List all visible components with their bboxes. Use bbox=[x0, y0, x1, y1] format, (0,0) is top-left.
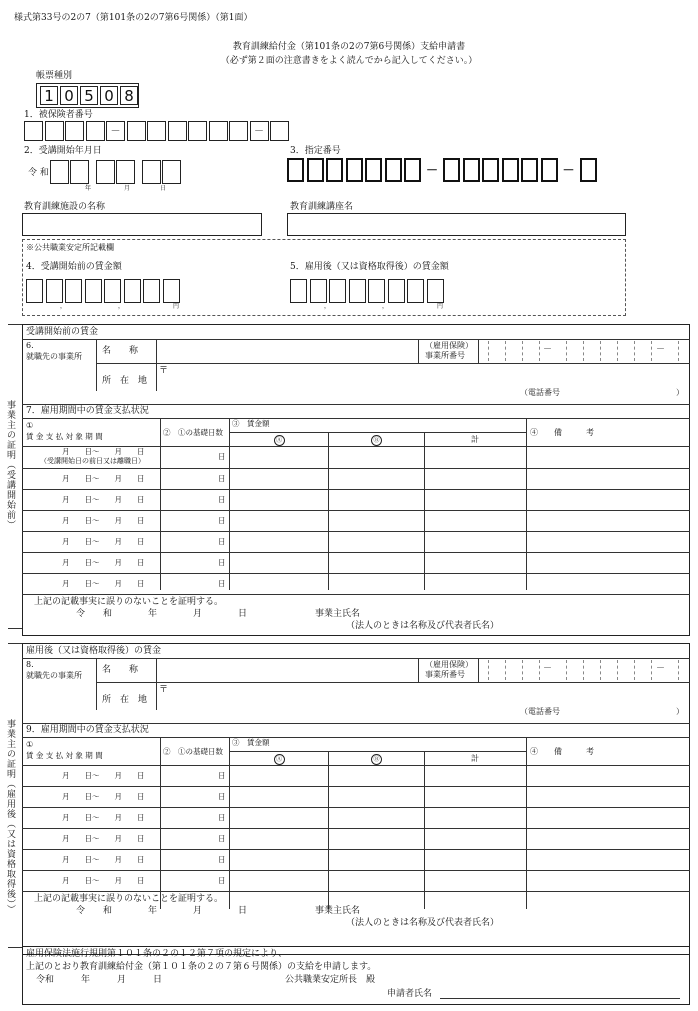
rule bbox=[424, 432, 425, 590]
col1-header: 賃 金 支 払 対 象 期 間 bbox=[26, 751, 103, 760]
period-row[interactable]: 月 日～ 月 日 bbox=[62, 771, 145, 780]
rule bbox=[478, 339, 479, 363]
day-unit: 日 bbox=[218, 452, 226, 461]
day-unit: 日 bbox=[218, 834, 226, 843]
digit-box[interactable] bbox=[229, 121, 248, 141]
day-unit: 日 bbox=[218, 792, 226, 801]
period-row[interactable]: 月 日～ 月 日 bbox=[62, 516, 145, 525]
emp-ins-label: （雇用保険） bbox=[425, 341, 473, 350]
form-type-digit: 8 bbox=[120, 86, 138, 105]
wage-digit-box[interactable] bbox=[143, 279, 160, 303]
thousands-comma: ， bbox=[118, 303, 125, 310]
designated-digit-box[interactable] bbox=[502, 158, 519, 182]
office-number-digit-divider bbox=[600, 341, 601, 361]
separator-dash: － bbox=[250, 121, 269, 141]
certify-text: 上記の記載事実に誤りのないことを証明する。 bbox=[34, 597, 224, 607]
designated-digit-box[interactable] bbox=[541, 158, 558, 182]
form-title: 教育訓練給付金（第101条の2の7第6号関係）支給申請書 bbox=[232, 42, 466, 52]
period-row[interactable]: 月 日～ 月 日 bbox=[62, 855, 145, 864]
rule bbox=[478, 658, 479, 682]
form-type-digit: 0 bbox=[100, 86, 118, 105]
wage-digit-box[interactable] bbox=[85, 279, 102, 303]
workplace-name-input[interactable] bbox=[158, 660, 413, 680]
rule bbox=[526, 737, 527, 909]
certify-date: 令 和 年 月 日 bbox=[76, 906, 248, 916]
separator-dash: － bbox=[425, 163, 438, 177]
separator-dash: － bbox=[656, 664, 666, 674]
name-label: 名 称 bbox=[102, 346, 139, 356]
office-no-label: 事業所番号 bbox=[425, 670, 465, 679]
name-label: 名 称 bbox=[102, 665, 139, 675]
wage-digit-box[interactable] bbox=[388, 279, 405, 303]
office-number-digit-divider bbox=[583, 341, 584, 361]
designated-digit-box[interactable] bbox=[307, 158, 324, 182]
period-title: 9．雇用期間中の賃金支払状況 bbox=[26, 725, 149, 735]
designated-digit-box[interactable] bbox=[287, 158, 304, 182]
office-number-digit-divider bbox=[678, 660, 679, 680]
rule bbox=[22, 418, 690, 419]
rule bbox=[328, 751, 329, 909]
wage-digit-box[interactable] bbox=[368, 279, 385, 303]
total-header: 計 bbox=[471, 435, 479, 444]
employer-label: 事業主氏名 bbox=[315, 906, 361, 916]
thousands-comma: ， bbox=[324, 303, 331, 310]
rule bbox=[22, 658, 690, 659]
day-unit: 日 bbox=[218, 876, 226, 885]
section-num: 6. bbox=[26, 341, 34, 350]
rule bbox=[22, 786, 690, 787]
phone-label: （電話番号 bbox=[520, 707, 560, 716]
col3-header: ③ 賃金額 bbox=[232, 419, 270, 428]
course-input[interactable] bbox=[287, 213, 626, 236]
form-subtitle: （必ず第２面の注意書きをよく読んでから記入してください。） bbox=[220, 56, 478, 66]
col-a-mark: Ⓐ bbox=[274, 754, 285, 765]
office-number-digit-divider bbox=[617, 341, 618, 361]
wage-digit-box[interactable] bbox=[26, 279, 43, 303]
col2-header: ② ①の基礎日数 bbox=[163, 747, 223, 756]
address-label: 所 在 地 bbox=[102, 695, 148, 705]
rule bbox=[22, 737, 690, 738]
wage-digit-box[interactable] bbox=[65, 279, 82, 303]
rule bbox=[160, 418, 161, 590]
designated-digit-box[interactable] bbox=[385, 158, 402, 182]
separator-dash: － bbox=[656, 345, 666, 355]
separator-dash: － bbox=[106, 121, 125, 141]
office-number-digit-divider bbox=[678, 341, 679, 361]
side-bracket-top bbox=[8, 324, 22, 325]
thousands-comma: ， bbox=[60, 303, 67, 310]
certify-date: 令 和 年 月 日 bbox=[76, 609, 248, 619]
rule bbox=[156, 658, 157, 710]
f1-label: 1．被保険者番号 bbox=[24, 110, 93, 120]
applicant-label: 申請者氏名 bbox=[387, 989, 433, 999]
day-unit: 日 bbox=[218, 813, 226, 822]
rule bbox=[160, 737, 161, 909]
day-unit: 日 bbox=[218, 516, 226, 525]
rule bbox=[22, 510, 690, 511]
form-type-label: 帳票種別 bbox=[36, 71, 73, 81]
workplace-label: 就職先の事業所 bbox=[26, 352, 82, 361]
office-no-label: 事業所番号 bbox=[425, 351, 465, 360]
period-row[interactable]: 月 日～ 月 日 bbox=[62, 558, 145, 567]
date-unit-label: 年 bbox=[85, 185, 92, 192]
wage-digit-box[interactable] bbox=[349, 279, 366, 303]
form-code: 様式第33号の2の7（第101条の2の7第6号関係）（第1面） bbox=[14, 13, 253, 23]
period-row[interactable]: 月 日～ 月 日 bbox=[62, 447, 145, 456]
col1-num: ① bbox=[26, 740, 34, 749]
col2-header: ② ①の基礎日数 bbox=[163, 428, 223, 437]
col-a-mark: Ⓐ bbox=[274, 435, 285, 446]
digit-box[interactable] bbox=[209, 121, 228, 141]
col4-header: ④ 備 考 bbox=[530, 428, 594, 437]
date-digit-box[interactable] bbox=[142, 160, 161, 184]
day-unit: 日 bbox=[218, 537, 226, 546]
designated-digit-box[interactable] bbox=[463, 158, 480, 182]
day-unit: 日 bbox=[218, 579, 226, 588]
total-header: 計 bbox=[471, 754, 479, 763]
col1-num: ① bbox=[26, 421, 34, 430]
office-number-digit-divider bbox=[539, 341, 540, 361]
day-unit: 日 bbox=[218, 771, 226, 780]
f3-label: 3．指定番号 bbox=[290, 146, 341, 156]
rule bbox=[22, 489, 690, 490]
office-number-digit-divider bbox=[539, 660, 540, 680]
office-number-digit-divider bbox=[488, 341, 489, 361]
digit-box[interactable] bbox=[127, 121, 146, 141]
date-unit-label: 日 bbox=[160, 185, 167, 192]
rule bbox=[229, 737, 230, 909]
footer-line1: 雇用保険法施行規則第１０１条の２の１２第７項の規定により、 bbox=[26, 949, 288, 959]
employer-label: 事業主氏名 bbox=[315, 609, 361, 619]
footer-line2: 上記のとおり教育訓練給付金（第１０１条の２の７第６号関係）の支給を申請します。 bbox=[26, 962, 377, 972]
date-digit-box[interactable] bbox=[70, 160, 89, 184]
era-label: 令 和 bbox=[28, 168, 49, 178]
col4-header: ④ 備 考 bbox=[530, 747, 594, 756]
col-a-header bbox=[274, 435, 285, 446]
rule bbox=[96, 682, 690, 683]
date-digit-box[interactable] bbox=[162, 160, 181, 184]
col-b-header bbox=[371, 435, 382, 446]
office-number-digit-divider bbox=[634, 660, 635, 680]
rule bbox=[22, 404, 690, 405]
period-row[interactable]: 月 日～ 月 日 bbox=[62, 792, 145, 801]
period-row[interactable]: 月 日～ 月 日 bbox=[62, 834, 145, 843]
rule bbox=[22, 552, 690, 553]
office-number-digit-divider bbox=[566, 660, 567, 680]
wage-digit-box[interactable] bbox=[46, 279, 63, 303]
col3-header: ③ 賃金額 bbox=[232, 738, 270, 747]
digit-box[interactable] bbox=[24, 121, 43, 141]
rule bbox=[229, 751, 526, 752]
col-b-header bbox=[371, 754, 382, 765]
period-row[interactable]: 月 日～ 月 日 bbox=[62, 579, 145, 588]
col1-header: 賃 金 支 払 対 象 期 間 bbox=[26, 432, 103, 441]
col-a-header bbox=[274, 754, 285, 765]
rule bbox=[22, 828, 690, 829]
office-number-digit-divider bbox=[600, 660, 601, 680]
f5-label: 5．雇用後（又は資格取得後）の賃金額 bbox=[290, 262, 449, 272]
footer-date: 令和 年 月 日 bbox=[36, 975, 163, 985]
office-number-digit-divider bbox=[505, 660, 506, 680]
day-unit: 日 bbox=[218, 855, 226, 864]
separator-dash: － bbox=[543, 345, 553, 355]
rule bbox=[22, 849, 690, 850]
facility-input[interactable] bbox=[22, 213, 262, 236]
form-type-digit: 1 bbox=[40, 86, 58, 105]
section-header: 雇用後（又は資格取得後）の賃金 bbox=[26, 646, 162, 656]
period-row[interactable]: 月 日～ 月 日 bbox=[62, 813, 145, 822]
phone-close: ） bbox=[676, 388, 684, 397]
rule bbox=[22, 891, 690, 892]
side-vertical-label: 事業主の証明（受講開始前） bbox=[5, 400, 15, 530]
office-number-digit-divider bbox=[505, 341, 506, 361]
office-number-digit-divider bbox=[488, 660, 489, 680]
digit-box[interactable] bbox=[45, 121, 64, 141]
designated-digit-box[interactable] bbox=[521, 158, 538, 182]
designated-digit-box[interactable] bbox=[443, 158, 460, 182]
col-b-mark: Ⓑ bbox=[371, 754, 382, 765]
thousands-comma: ， bbox=[382, 303, 389, 310]
form-type-box bbox=[36, 83, 139, 108]
phone-close: ） bbox=[676, 707, 684, 716]
designated-digit-box[interactable] bbox=[365, 158, 382, 182]
date-unit-label: 月 bbox=[124, 185, 131, 192]
office-number-digit-divider bbox=[583, 660, 584, 680]
office-number-digit-divider bbox=[617, 660, 618, 680]
form-type-digit: 5 bbox=[80, 86, 98, 105]
digit-box[interactable] bbox=[168, 121, 187, 141]
wage-digit-box[interactable] bbox=[124, 279, 141, 303]
facility-label: 教育訓練施設の名称 bbox=[24, 202, 106, 212]
office-number-digit-divider bbox=[651, 341, 652, 361]
period-row[interactable]: 月 日～ 月 日 bbox=[62, 474, 145, 483]
phone-label: （電話番号 bbox=[520, 388, 560, 397]
office-number-digit-divider bbox=[522, 660, 523, 680]
rule bbox=[22, 468, 690, 469]
side-bracket-bottom bbox=[8, 628, 22, 629]
yen-label: 円 bbox=[437, 303, 444, 310]
period-row-note: （受講開始日の前日又は離職日） bbox=[40, 457, 145, 465]
date-digit-box[interactable] bbox=[50, 160, 69, 184]
corp-note: （法人のときは名称及び代表者氏名） bbox=[346, 621, 500, 631]
section-num: 8. bbox=[26, 660, 34, 669]
office-number-digit-divider bbox=[651, 660, 652, 680]
digit-box[interactable] bbox=[86, 121, 105, 141]
period-row[interactable]: 月 日～ 月 日 bbox=[62, 495, 145, 504]
applicant-signature-line[interactable] bbox=[440, 998, 680, 999]
rule bbox=[96, 658, 97, 710]
rule bbox=[418, 339, 419, 363]
day-unit: 日 bbox=[218, 558, 226, 567]
office-number-digit-divider bbox=[566, 341, 567, 361]
emp-ins-label: （雇用保険） bbox=[425, 660, 473, 669]
rule bbox=[418, 658, 419, 682]
rule bbox=[96, 339, 97, 391]
side-bracket-bottom bbox=[8, 947, 22, 948]
date-digit-box[interactable] bbox=[116, 160, 135, 184]
digit-box[interactable] bbox=[65, 121, 84, 141]
yen-label: 円 bbox=[173, 303, 180, 310]
digit-box[interactable] bbox=[147, 121, 166, 141]
course-label: 教育訓練講座名 bbox=[290, 202, 354, 212]
col-b-mark: Ⓑ bbox=[371, 435, 382, 446]
side-vertical-label: 事業主の証明（雇用後（又は資格取得後）） bbox=[5, 719, 15, 915]
footer-office: 公共職業安定所長 殿 bbox=[285, 975, 376, 985]
workplace-label: 就職先の事業所 bbox=[26, 671, 82, 680]
rule bbox=[96, 363, 690, 364]
f2-label: 2．受講開始年月日 bbox=[24, 146, 102, 156]
rule bbox=[22, 573, 690, 574]
workplace-name-input[interactable] bbox=[158, 341, 413, 361]
designated-digit-box[interactable] bbox=[580, 158, 597, 182]
day-unit: 日 bbox=[218, 474, 226, 483]
separator-dash: － bbox=[543, 664, 553, 674]
side-bracket-top bbox=[8, 643, 22, 644]
designated-digit-box[interactable] bbox=[482, 158, 499, 182]
digit-box[interactable] bbox=[270, 121, 289, 141]
date-digit-box[interactable] bbox=[96, 160, 115, 184]
period-row[interactable]: 月 日～ 月 日 bbox=[62, 876, 145, 885]
rule bbox=[22, 531, 690, 532]
wage-digit-box[interactable] bbox=[427, 279, 444, 303]
rule bbox=[22, 807, 690, 808]
rule bbox=[22, 723, 690, 724]
section-header: 受講開始前の賃金 bbox=[26, 327, 99, 337]
day-unit: 日 bbox=[218, 495, 226, 504]
rule bbox=[229, 432, 526, 433]
rule bbox=[22, 594, 690, 595]
digit-box[interactable] bbox=[188, 121, 207, 141]
period-row[interactable]: 月 日～ 月 日 bbox=[62, 537, 145, 546]
office-number-digit-divider bbox=[634, 341, 635, 361]
designated-digit-box[interactable] bbox=[404, 158, 421, 182]
designated-digit-box[interactable] bbox=[346, 158, 363, 182]
office-section-label: ※公共職業安定所記載欄 bbox=[26, 243, 114, 252]
period-title: 7．雇用期間中の賃金支払状況 bbox=[26, 406, 149, 416]
separator-dash: － bbox=[562, 163, 575, 177]
rule bbox=[328, 432, 329, 590]
wage-digit-box[interactable] bbox=[104, 279, 121, 303]
f4-label: 4．受講開始前の賃金額 bbox=[26, 262, 122, 272]
rule bbox=[22, 765, 690, 766]
designated-digit-box[interactable] bbox=[326, 158, 343, 182]
postal-mark: 〒 bbox=[159, 366, 169, 376]
rule bbox=[424, 751, 425, 909]
rule bbox=[526, 418, 527, 590]
rule bbox=[22, 870, 690, 871]
certify-text: 上記の記載事実に誤りのないことを証明する。 bbox=[34, 894, 224, 904]
wage-digit-box[interactable] bbox=[407, 279, 424, 303]
wage-digit-box[interactable] bbox=[329, 279, 346, 303]
office-number-digit-divider bbox=[522, 341, 523, 361]
corp-note: （法人のときは名称及び代表者氏名） bbox=[346, 918, 500, 928]
wage-digit-box[interactable] bbox=[163, 279, 180, 303]
rule bbox=[229, 418, 230, 590]
rule bbox=[22, 339, 690, 340]
wage-digit-box[interactable] bbox=[310, 279, 327, 303]
wage-digit-box[interactable] bbox=[290, 279, 307, 303]
address-label: 所 在 地 bbox=[102, 376, 148, 386]
postal-mark: 〒 bbox=[159, 685, 169, 695]
rule bbox=[156, 339, 157, 391]
form-type-digit: 0 bbox=[60, 86, 78, 105]
